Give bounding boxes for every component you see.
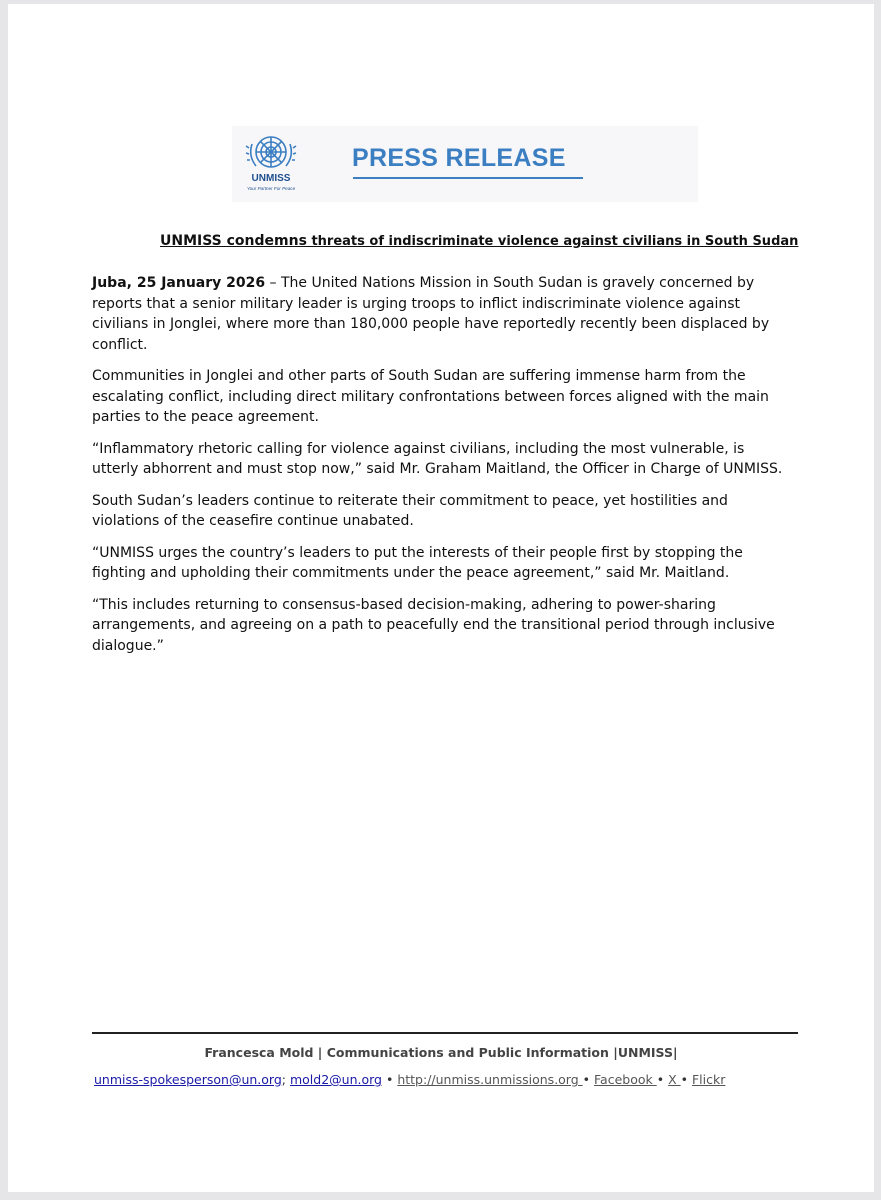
facebook-link[interactable]: Facebook: [594, 1072, 657, 1087]
paragraph-1-text: – The United Nations Mission in South Sudan is gravely concerned by reports that a senior military leader is urging troops to inflict indiscriminate violence against civilians in Jonglei, where more than 180,000 people have reportedly recently been displaced by conflict.: [92, 275, 770, 353]
headline-lead: UNMISS condemns: [160, 233, 307, 249]
bullet-separator: •: [582, 1072, 594, 1087]
bullet-separator: •: [680, 1072, 692, 1087]
paragraph-3: “Inflammatory rhetoric calling for violence against civilians, including the most vulnerable, is utterly abhorrent and must stop now,” said Mr. Graham Maitland, the Officer in Charge of UNMISS.: [92, 440, 783, 477]
logo-tagline: Your Partner For Peace: [246, 186, 296, 191]
paragraph-4: South Sudan’s leaders continue to reiterate their commitment to peace, yet hostilities and violations of the ceasefire continue unabated.: [92, 492, 728, 529]
footer-links: [94, 1072, 725, 1087]
logo-text: UNMISS: [251, 173, 291, 184]
email-link-mold[interactable]: mold2@un.org: [289, 1072, 382, 1087]
paragraph-2: Communities in Jonglei and other parts of South Sudan are suffering immense harm from the escalating conflict, including direct military confrontations between forces aligned with the main parties to the peace agreement.: [92, 368, 769, 425]
email-separator: ;: [281, 1072, 290, 1087]
website-link[interactable]: http://unmiss.unmissions.org: [397, 1072, 583, 1087]
press-release-title: PRESS RELEASE: [352, 144, 566, 172]
document-page: [8, 4, 874, 1192]
footer-contact: Francesca Mold | Communications and Public Information |UNMISS|: [204, 1045, 678, 1060]
email-link-spokesperson[interactable]: unmiss-spokesperson@un.org: [94, 1072, 282, 1087]
press-release-header: [232, 126, 698, 202]
press-body: [92, 273, 792, 667]
headline-rest: threats of indiscriminate violence against civilians in South Sudan: [306, 234, 799, 249]
x-link[interactable]: X: [668, 1072, 681, 1087]
bullet-separator: •: [382, 1072, 398, 1087]
title-underline: [353, 177, 583, 179]
dateline: Juba, 25 January 2026: [92, 275, 266, 291]
paragraph-1: [92, 273, 792, 355]
paragraph-5: “UNMISS urges the country’s leaders to put the interests of their people first by stopping the fighting and upholding their commitments under the peace agreement,” said Mr. Maitland.: [92, 544, 743, 581]
headline: [160, 233, 798, 249]
un-emblem-icon: [236, 130, 306, 200]
bullet-separator: •: [656, 1072, 669, 1087]
footer-divider: [92, 1032, 798, 1034]
flickr-link[interactable]: Flickr: [691, 1072, 726, 1087]
paragraph-6: “This includes returning to consensus-based decision-making, adhering to power-sharing arrangements, and agreeing on a path to peacefully end the transitional period through inclusive dialogue.”: [92, 596, 775, 654]
